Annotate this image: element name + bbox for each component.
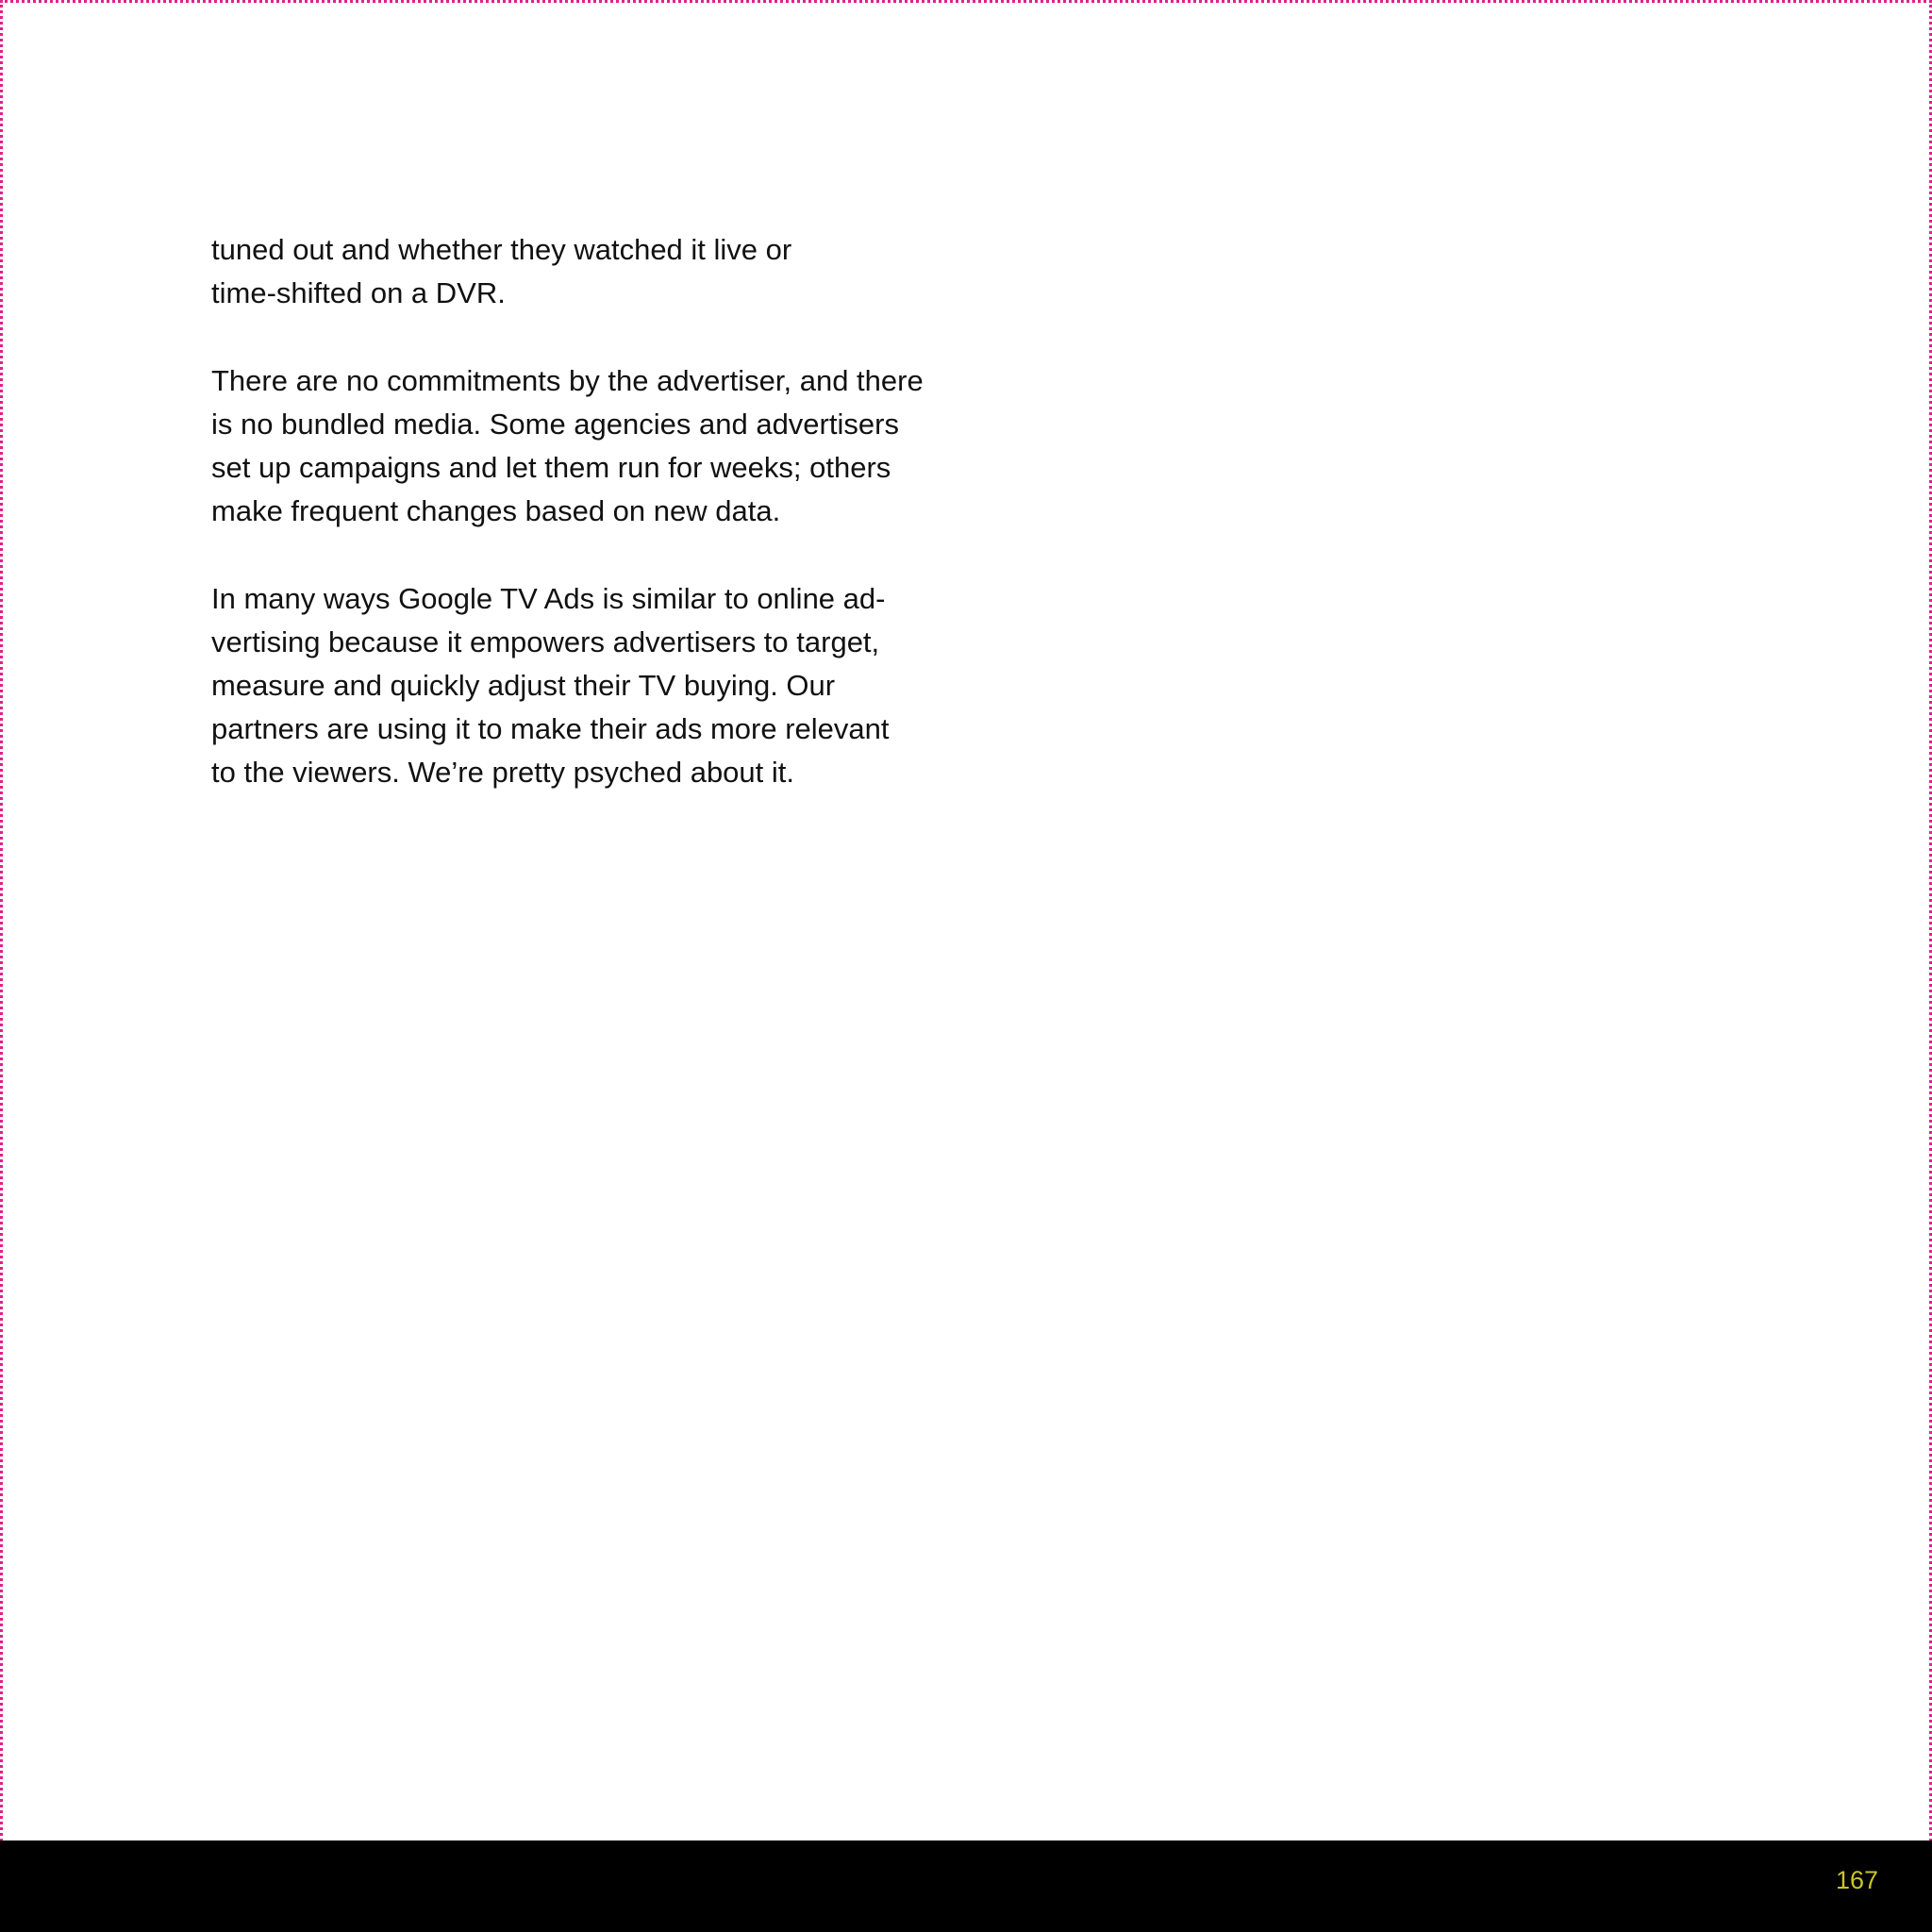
text-line: tuned out and whether they watched it live or [211, 233, 792, 266]
text-line: time-shifted on a DVR. [211, 276, 506, 310]
text-line: vertising because it empowers advertisers to target, [211, 625, 880, 658]
footer-bar [0, 1840, 1932, 1932]
text-line: measure and quickly adjust their TV buying. Our [211, 669, 836, 702]
paragraph-2 [211, 359, 966, 534]
text-line: to the viewers. We’re pretty psyched about it. [211, 756, 795, 790]
text-line: There are no commitments by the advertiser, and there [211, 363, 924, 397]
body-text [211, 228, 966, 839]
text-line: partners are using it to make their ads more relevant [211, 712, 890, 746]
paragraph-1 [211, 228, 966, 315]
text-line: In many ways Google TV Ads is similar to online ad- [211, 581, 886, 615]
paragraph-3 [211, 577, 966, 795]
text-line: make frequent changes based on new data. [211, 494, 781, 528]
page-number: 167 [1835, 1866, 1878, 1894]
text-line: is no bundled media. Some agencies and advertisers [211, 407, 899, 441]
text-line: set up campaigns and let them run for weeks; others [211, 451, 891, 484]
